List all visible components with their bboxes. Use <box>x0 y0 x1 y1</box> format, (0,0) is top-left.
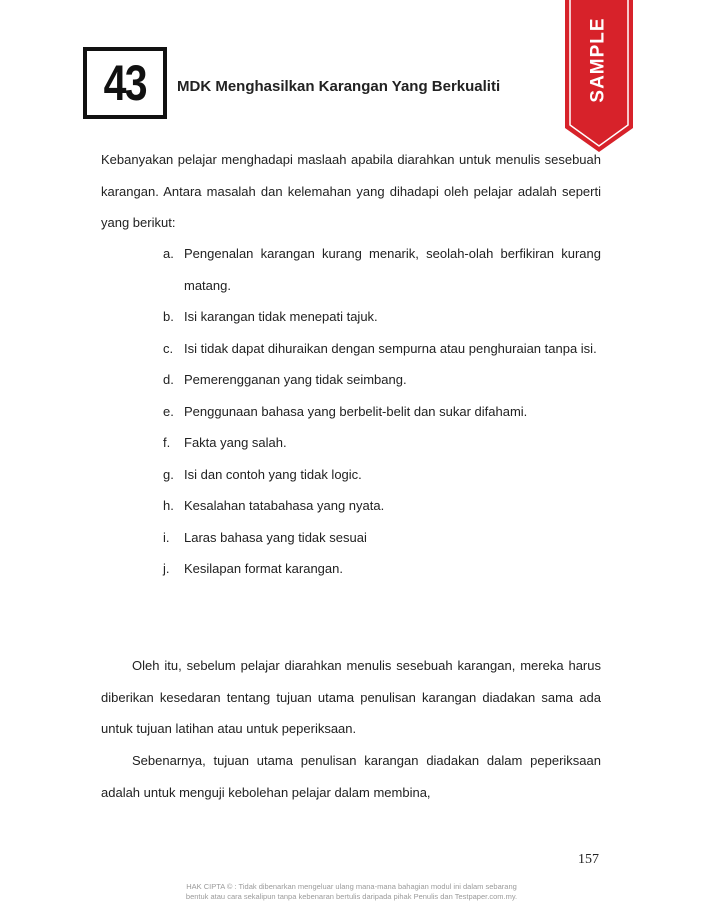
list-item: e. Penggunaan bahasa yang berbelit-belit dan sukar difahami. <box>163 403 528 419</box>
problem-list <box>163 238 601 585</box>
sample-label: SAMPLE <box>588 17 609 103</box>
list-item: b. Isi karangan tidak menepati tajuk. <box>163 309 378 324</box>
list-item: i. Laras bahasa yang tidak sesuai <box>163 529 367 545</box>
chapter-number-box <box>83 47 167 119</box>
footer-line-2: bentuk atau cara sekalipun tanpa kebenaran bertulis daripada pihak Penulis dan Testpaper.com.my. <box>185 892 518 901</box>
list-item: g. Isi dan contoh yang tidak logic. <box>163 466 362 482</box>
list-item: h. Kesalahan tatabahasa yang nyata. <box>163 498 385 513</box>
list-item: f. Fakta yang salah. <box>163 435 287 450</box>
list-item: a. Pengenalan karangan kurang menarik, seolah-olah berfikiran kurang matang. <box>163 246 601 293</box>
chapter-number: 43 <box>103 55 147 111</box>
copyright-footer <box>120 882 583 902</box>
page-number: 157 <box>578 852 599 867</box>
intro-paragraph: Kebanyakan pelajar menghadapi maslaah apabila diarahkan untuk menulis sesebuah karangan. Antara masalah dan kelemahan yang dihadapi oleh pelajar adalah seperti yang berikut: <box>101 152 601 230</box>
chapter-title: MDK Menghasilkan Karangan Yang Berkualiti <box>177 78 501 95</box>
list-item: d. Pemerengganan yang tidak seimbang. <box>163 372 407 387</box>
paragraph-2: Oleh itu, sebelum pelajar diarahkan menulis sesebuah karangan, mereka harus diberikan kesedaran tentang tujuan utama penulisan karangan diadakan sama ada untuk tujuan latihan atau untuk peperiksaan. <box>101 658 601 736</box>
footer-line-1: HAK CIPTA © : Tidak dibenarkan mengeluar ulang mana-mana bahagian modul ini dalam sebarang <box>186 882 517 891</box>
list-item: c. Isi tidak dapat dihuraikan dengan sempurna atau penghuraian tanpa isi. <box>163 340 597 356</box>
paragraph-3: Sebenarnya, tujuan utama penulisan karangan diadakan dalam peperiksaan adalah untuk menguji kebolehan pelajar dalam membina, <box>101 753 601 800</box>
list-item: j. Kesilapan format karangan. <box>163 561 343 576</box>
